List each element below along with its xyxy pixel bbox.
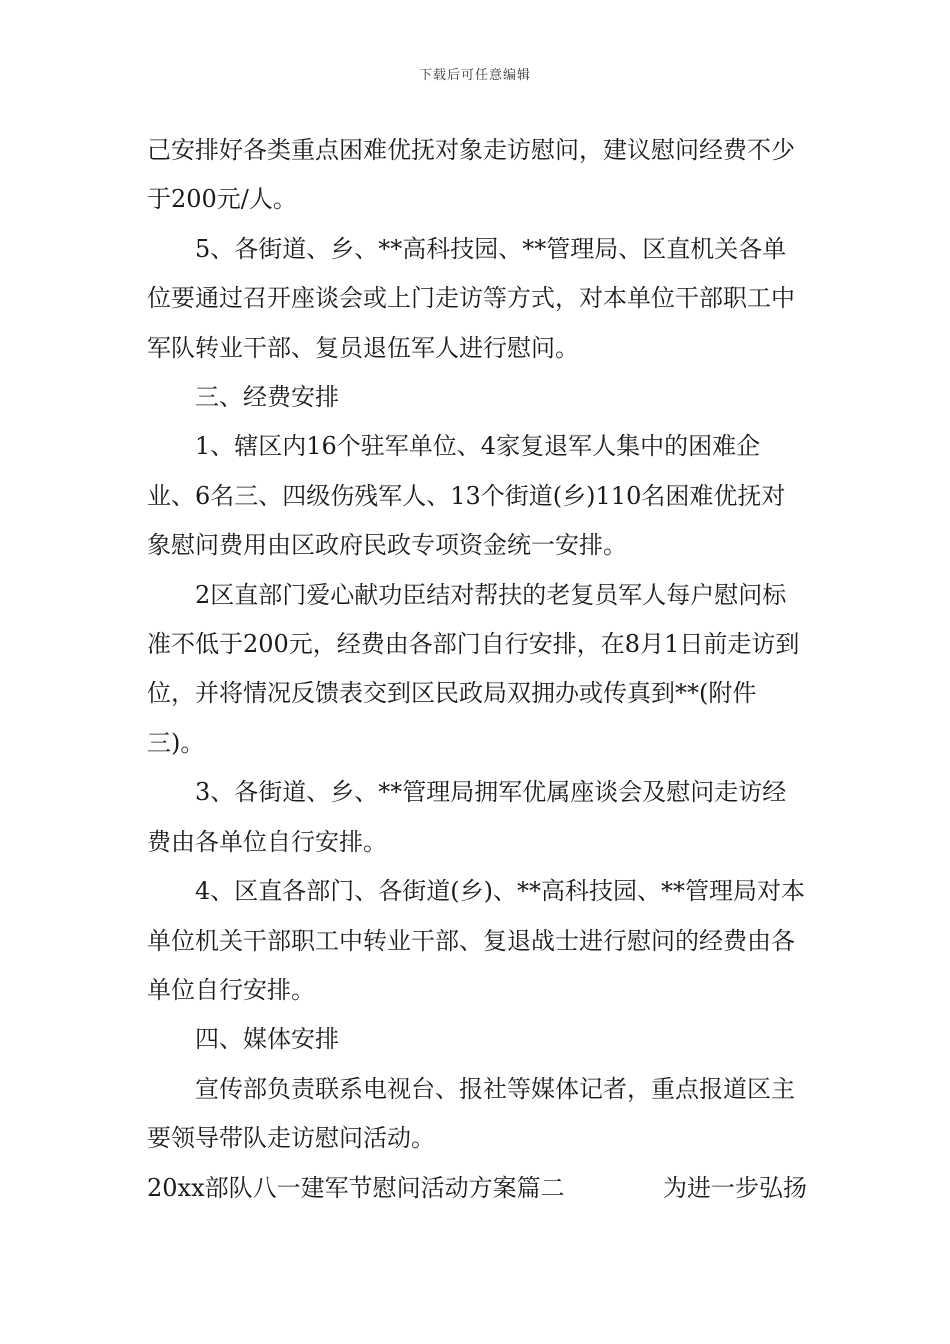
document-body: [147, 126, 807, 1213]
paragraph-5: 3、各街道、乡、**管理局拥军优属座谈会及慰问走访经费由各单位自行安排。: [147, 778, 787, 856]
paragraph-3: 1、辖区内16个驻军单位、4家复退军人集中的困难企业、6名三、四级伤残军人、13个街道(乡)110名困难优抚对象慰问费用由区政府民政专项资金统一安排。: [147, 432, 786, 560]
article-title: 20xx部队八一建军节慰问活动方案篇二: [147, 1173, 565, 1202]
section-heading-funding: 三、经费安排: [195, 383, 339, 412]
article-title-line: [147, 1164, 807, 1213]
page-header-note: 下载后可任意编辑: [418, 68, 531, 83]
article-opening: 为进一步弘扬: [663, 1173, 807, 1202]
paragraph-2: 5、各街道、乡、**高科技园、**管理局、区直机关各单位要通过召开座谈会或上门走访等方式，对本单位干部职工中军队转业干部、复员退伍军人进行慰问。: [147, 234, 795, 362]
paragraph-4: 2区直部门爱心献功臣结对帮扶的老复员军人每户慰问标准不低于200元，经费由各部门自行安排，在8月1日前走访到位，并将情况反馈表交到区民政局双拥办或传真到**(附件三)。: [147, 580, 800, 757]
paragraph-7: 宣传部负责联系电视台、报社等媒体记者，重点报道区主要领导带队走访慰问活动。: [147, 1074, 795, 1153]
section-heading-media: 四、媒体安排: [195, 1025, 339, 1054]
paragraph-6: 4、区直各部门、各街道(乡)、**高科技园、**管理局对本单位机关干部职工中转业干部、复退战士进行慰问的经费由各单位自行安排。: [147, 877, 805, 1004]
paragraph-1: 己安排好各类重点困难优抚对象走访慰问，建议慰问经费不少于200元/人。: [147, 136, 795, 214]
